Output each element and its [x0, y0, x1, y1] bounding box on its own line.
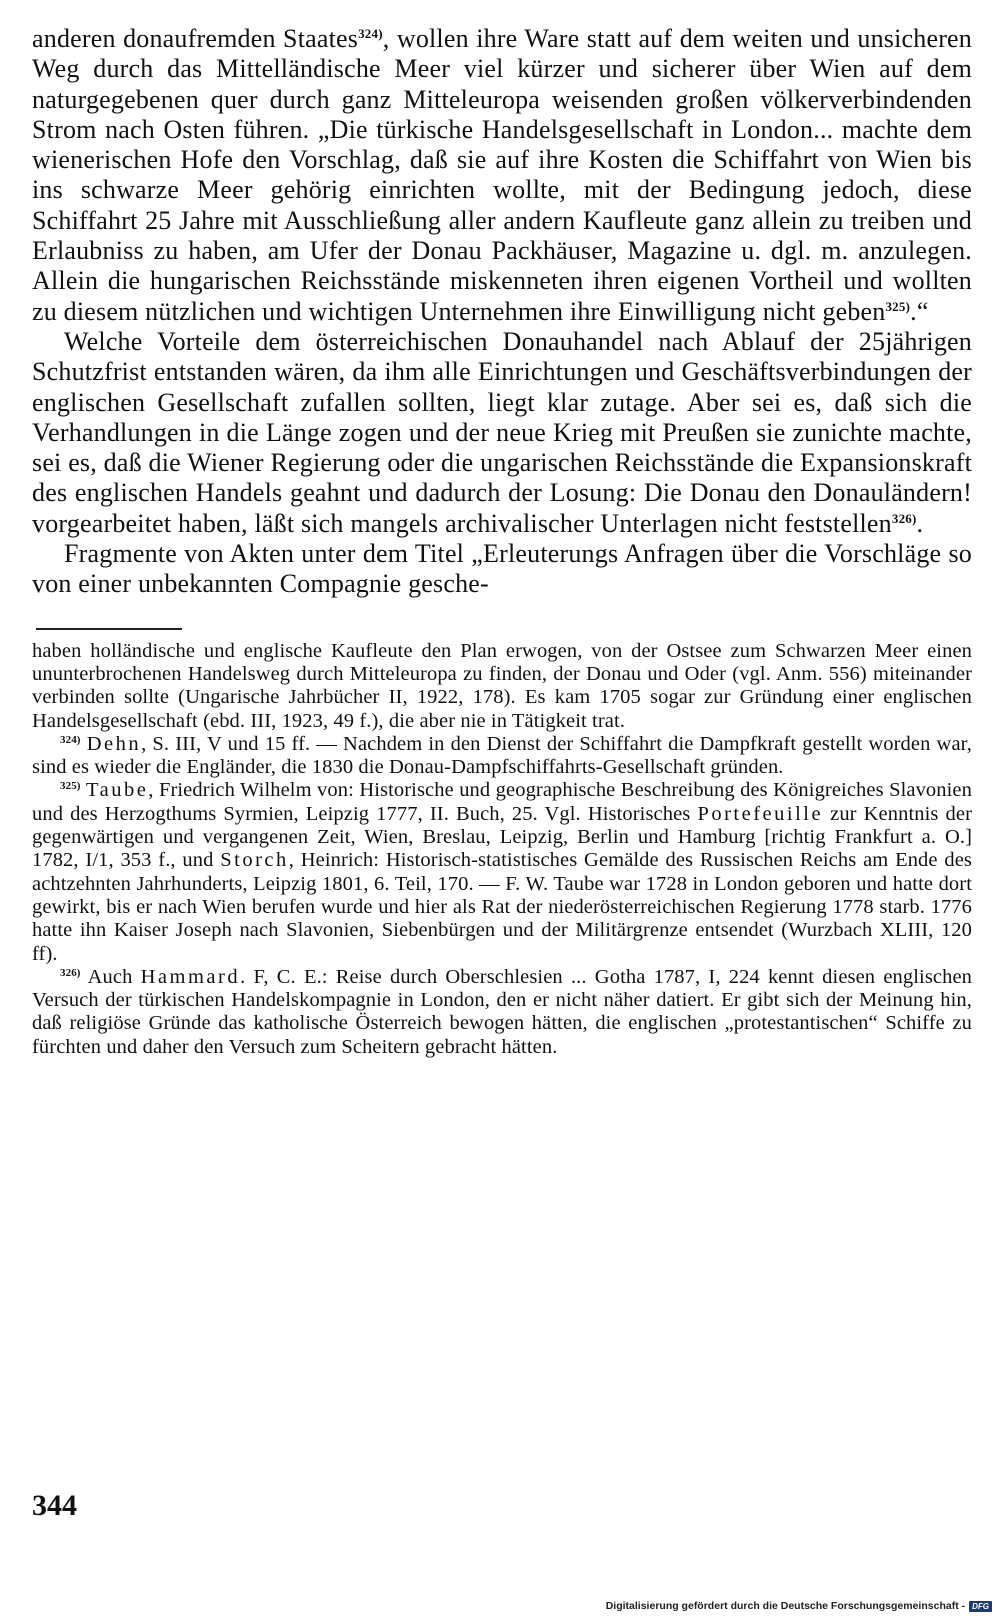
footnote-ref-326[interactable]: 326)	[891, 510, 917, 526]
paragraph-3: Fragmente von Akten unter dem Titel „Erleuterungs Anfragen über die Vorschläge so von einer unbekannten Compagnie gesche-	[32, 539, 972, 599]
footnote-325-number: 325)	[60, 780, 81, 793]
footnote-325	[32, 779, 972, 965]
footnote-ref-324[interactable]: 324)	[358, 26, 383, 41]
paragraph-2-text-a: Welche Vorteile dem österreichischen Donauhandel nach Ablauf der 25jährigen Schutzfrist entstanden wären, da ihm alle Einrichtungen und Geschäftsverbindungen der englischen Gesellschaft zufallen sollten, liegt klar zutage. Aber sei es, daß sich die Verhandlungen in die Länge zogen und der neue Krieg mit Preußen sie zunichte machte, sei es, daß die Wiener Regierung oder die ungarischen Reichsstände die Expansionskraft des englischen Handels geahnt und dadurch der Losung: Die Donau den Donauländern! vorgearbeitet haben, läßt sich mangels archivalischer Unterlagen nicht feststellen	[32, 326, 972, 538]
digitization-footer	[606, 1600, 992, 1612]
footnote-324-text: , S. III, V und 15 ff. — Nachdem in den Dienst der Schiffahrt die Dampfkraft gestellt worden war, sind es wieder die Engländer, die 1830 die Donau-Dampfschiffahrts-Gesellschaft gründen.	[32, 732, 972, 779]
footnote-325-spaced-word: Portefeuille	[697, 802, 824, 825]
paragraph-2-text-b: .	[916, 508, 924, 538]
page-content	[32, 24, 972, 1059]
paragraph-1-text-a: anderen donaufremden Staates	[32, 24, 359, 53]
paragraph-2	[32, 327, 972, 539]
footnote-divider	[36, 628, 182, 630]
footnote-325-text-c: , Heinrich: Historisch-statistisches Gemälde des Russischen Reichs am Ende des achtzehnten Jahrhunderts, Leipzig 1801, 6. Teil, 170. — F. W. Taube war 1728 in London geboren und hatte dort gewirkt, bis er nach Wien berufen wurde und hier als Rat der niederösterreichischen Regierung 1778 starb. 1776 hatte ihn Kaiser Joseph nach Slavonien, Siebenbürgen und der Militärgrenze entsendet (Wurzbach XLIII, 120 ff).	[32, 849, 972, 965]
footnote-ref-325[interactable]: 325)	[885, 298, 911, 314]
footnote-326-text: . F, C. E.: Reise durch Oberschlesien ... Gotha 1787, I, 224 kennt diesen englischen Versuch der türkischen Handelskompagnie in London, den er nicht näher datiert. Er gibt sich der Meinung hin, daß religiöse Gründe das katholische Österreich bewogen hätten, die englischen „protestantischen“ Schiffe zu fürchten und daher den Versuch zum Scheitern gebracht hätten.	[32, 965, 972, 1058]
footnotes	[32, 640, 972, 1059]
footnote-325-text-a: , Friedrich Wilhelm von: Historische und geographische Beschreibung des Königreiches Slavonien und des Herzogthums Syrmien, Leipzig 1777, II. Buch, 25. Vgl. Historisches	[32, 779, 972, 825]
footnote-325-text-b: zur Kenntnis der gegenwärtigen und vergangenen Zeit, Wien, Breslau, Leipzig, Berlin und Hamburg [richtig Frankfurt a. O.] 1782, I/1, 353 f., und	[32, 802, 972, 872]
paragraph-1	[32, 24, 972, 327]
footnote-324-author: Dehn	[86, 732, 142, 755]
footnote-326-number: 326)	[60, 966, 81, 979]
footnote-325-author-2: Storch	[220, 849, 289, 872]
paragraph-1-text-c: .“	[910, 296, 929, 326]
footnote-326	[32, 966, 972, 1059]
footnote-325-author: Taube	[86, 779, 149, 802]
footnote-326-author: Hammard	[140, 965, 241, 988]
main-text	[32, 24, 972, 600]
paragraph-1-text-b: , wollen ihre Ware statt auf dem weiten und unsicheren Weg durch das Mittelländische Meer viel kürzer und sicherer über Wien auf dem naturgegebenen quer durch ganz Mitteleuropa weisenden großen völkerverbindenden Strom nach Osten führen. „Die türkische Handelsgesellschaft in London... machte dem wienerischen Hofe den Vorschlag, daß sie auf ihre Kosten die Schiffahrt von Wien bis ins schwarze Meer gehörig einrichten wollte, mit der Bedingung jedoch, diese Schiffahrt 25 Jahre mit Ausschließung aller andern Kaufleute ganz allein zu treiben und Erlaubniss zu haben, am Ufer der Donau Packhäuser, Magazine u. dgl. m. anzulegen. Allein die hungarischen Reichsstände miskenneten ihren eigenen Vortheil und wollten zu diesem nützlichen und wichtigen Unternehmen ihre Einwilligung nicht geben	[32, 24, 972, 326]
footnote-324-number: 324)	[60, 733, 81, 746]
footnote-326-prefix: Auch	[87, 965, 141, 988]
dfg-logo-icon: DFG	[969, 1601, 992, 1612]
footnote-continuation: haben holländische und englische Kaufleute den Plan erwogen, von der Ostsee zum Schwarzen Meer einen ununterbrochenen Handelsweg durch Mitteleuropa zu finden, der Donau und Oder (vgl. Anm. 556) miteinander verbinden sollte (Ungarische Jahrbücher II, 1922, 178). Es kam 1705 sogar zur Gründung einer englischen Handelsgesellschaft (ebd. III, 1923, 49 f.), die aber nie in Tätigkeit trat.	[32, 639, 972, 732]
page-number: 344	[32, 1489, 77, 1522]
footer-text: Digitalisierung gefördert durch die Deutsche Forschungsgemeinschaft -	[605, 1600, 966, 1612]
footnote-324	[32, 733, 972, 780]
